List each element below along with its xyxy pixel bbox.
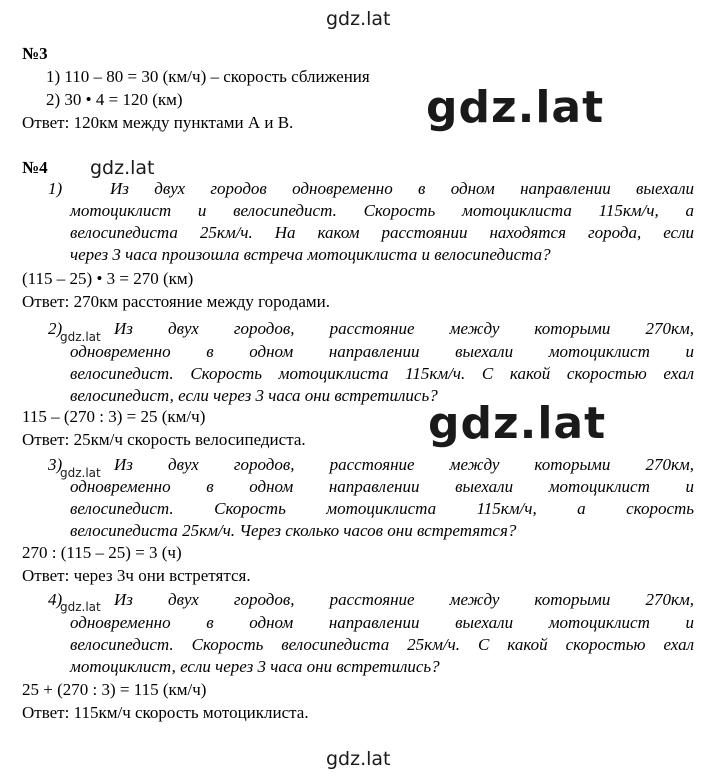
problem-4-answer: Ответ: 115км/ч скорость мотоциклиста. xyxy=(22,703,309,722)
task3-number: №3 xyxy=(22,44,48,63)
watermark-top: gdz.lat xyxy=(326,8,391,30)
problem-4-solution: 25 + (270 : 3) = 115 (км/ч) xyxy=(22,680,207,699)
problem-2-answer: Ответ: 25км/ч скорость велосипедиста. xyxy=(22,430,306,449)
problem-3-solution: 270 : (115 – 25) = 3 (ч) xyxy=(22,543,182,562)
problem-4-text xyxy=(114,590,694,610)
problem-2-text-cont xyxy=(70,342,694,406)
problem-line: мотоциклист и велосипедист. Скорость мотоциклиста 115км/ч, а xyxy=(70,201,694,220)
problem-line: велосипедист. Скорость велосипедиста 25км/ч. С какой скоростью ехал xyxy=(70,635,694,654)
problem-line: одновременно в одном направлении выехали мотоциклист и xyxy=(70,342,694,361)
problem-line: Из двух городов, расстояние между которыми 270км, xyxy=(114,590,694,609)
watermark-tiny: gdz.lat xyxy=(60,466,101,480)
problem-4-text-cont xyxy=(70,613,694,677)
problem-3-answer: Ответ: через 3ч они встретятся. xyxy=(22,566,251,585)
problem-3-label: 3) xyxy=(48,455,63,474)
problem-line: Из двух городов, расстояние между которыми 270км, xyxy=(114,319,694,338)
problem-line: велосипедист, если через 3 часа они встретились? xyxy=(70,386,438,405)
watermark-tiny: gdz.lat xyxy=(60,600,101,614)
task3-answer: Ответ: 120км между пунктами А и В. xyxy=(22,113,294,132)
problem-line: велосипедиста 25км/ч. Через сколько часов они встретятся? xyxy=(70,521,517,540)
problem-1-solution: (115 – 25) • 3 = 270 (км) xyxy=(22,269,194,288)
problem-line: одновременно в одном направлении выехали мотоциклист и xyxy=(70,613,694,632)
problem-1-answer: Ответ: 270км расстояние между городами. xyxy=(22,292,330,311)
problem-line: через 3 часа произошла встреча мотоциклиста и велосипедиста? xyxy=(70,245,551,264)
watermark-small: gdz.lat xyxy=(90,157,155,179)
problem-2-solution: 115 – (270 : 3) = 25 (км/ч) xyxy=(22,407,206,426)
problem-line: велосипедист. Скорость мотоциклиста 115км/ч, а скорость xyxy=(70,499,694,518)
problem-3-text xyxy=(114,455,694,475)
problem-line: велосипедист. Скорость мотоциклиста 115км/ч. С какой скоростью ехал xyxy=(70,364,694,383)
problem-line: мотоциклист, если через 3 часа они встретились? xyxy=(70,657,440,676)
problem-1-text xyxy=(110,179,694,199)
task3-step-2: 2) 30 • 4 = 120 (км) xyxy=(46,90,183,109)
problem-4-label: 4) xyxy=(48,590,63,609)
problem-1-label: 1) xyxy=(48,179,63,198)
watermark-large: gdz.lat xyxy=(428,398,607,449)
problem-2-text xyxy=(114,319,694,339)
task3-step-1: 1) 110 – 80 = 30 (км/ч) – скорость сближения xyxy=(46,67,370,86)
problem-2-label: 2) xyxy=(48,319,63,338)
watermark-tiny: gdz.lat xyxy=(60,330,101,344)
watermark-large: gdz.lat xyxy=(426,82,605,133)
problem-line: одновременно в одном направлении выехали мотоциклист и xyxy=(70,477,694,496)
problem-line: Из двух городов, расстояние между которыми 270км, xyxy=(114,455,694,474)
watermark-bottom: gdz.lat xyxy=(326,748,391,770)
problem-1-text-cont xyxy=(70,201,694,265)
task4-number: №4 xyxy=(22,158,48,177)
problem-line: Из двух городов одновременно в одном направлении выехали xyxy=(110,179,694,198)
problem-line: велосипедиста 25км/ч. На каком расстоянии находятся города, если xyxy=(70,223,694,242)
problem-3-text-cont xyxy=(70,477,694,541)
